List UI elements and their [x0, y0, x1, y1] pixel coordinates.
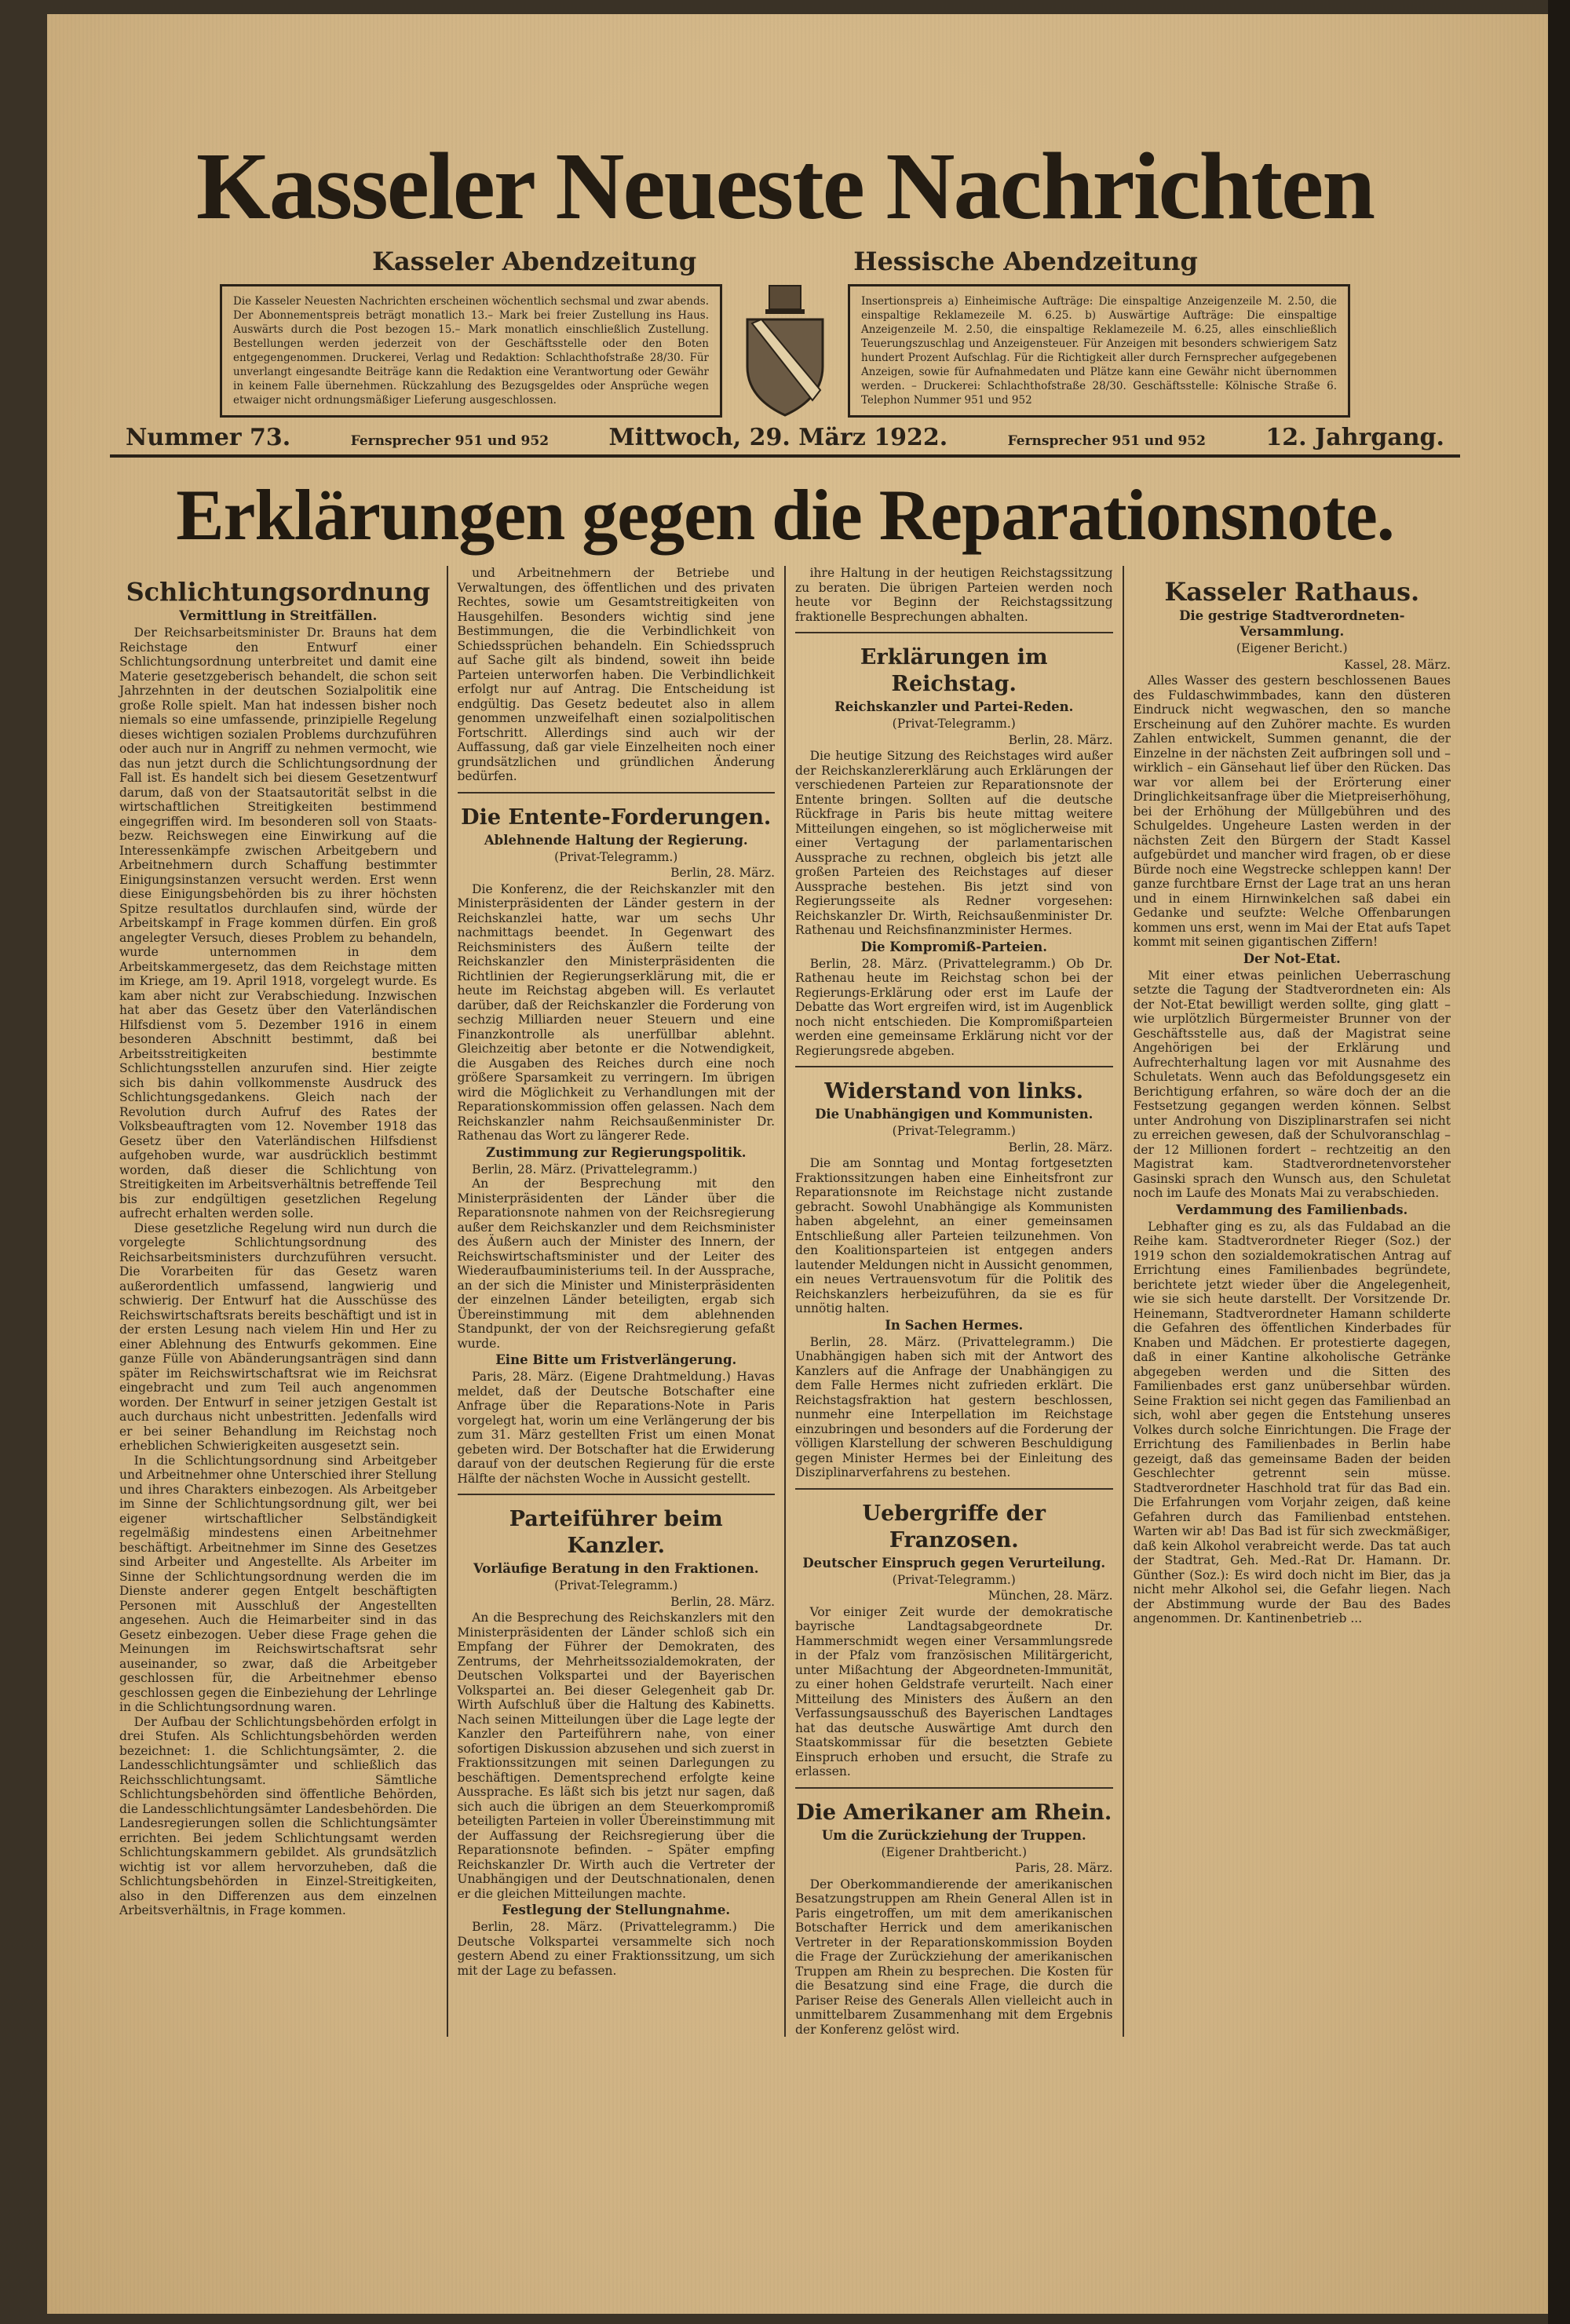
- section-title: Festlegung der Stellungnahme.: [502, 1903, 731, 1917]
- dateline: München, 28. März.: [988, 1589, 1113, 1603]
- advertising-rates-box: Insertionspreis a) Einheimische Aufträge: Die einspaltige Anzeigenzeile M. 2.50, die einspaltige Reklamezeile M. 6.25. b) Auswärtige Aufträge: Die einspaltige Anzeigenzeile M. 2.50, die einspaltige Reklamezeile M. 6.25, alles einschließlich Teuerungszuschlag und Anzeigensteuer. Für Anzeigen mit besonders schwierigem Satz hundert Prozent Aufschlag. Für die Richtigkeit aller durch Fernsprecher aufgegebenen Anzeigen, sowie für Aufnahmedaten und Plätze kann eine Gewähr nicht übernommen werden. – Druckerei: Schlachthofstraße 28/30. Geschäftsstelle: Kölnische Straße 6. Telephon Nummer 951 und 952: [848, 284, 1350, 418]
- issue-info-line: [110, 424, 1460, 458]
- article-subtitle: Deutscher Einspruch gegen Verurteilung.: [802, 1555, 1106, 1571]
- article-title: Die Amerikaner am Rhein.: [796, 1800, 1112, 1825]
- dateline: Berlin, 28. März.: [1008, 1140, 1113, 1155]
- source-note: (Privat-Telegramm.): [892, 1572, 1016, 1587]
- dateline: Berlin, 28. März.: [670, 1594, 775, 1609]
- section-title: Die Kompromiß-Parteien.: [860, 939, 1048, 954]
- section-title: Eine Bitte um Fristverlängerung.: [495, 1352, 737, 1367]
- paragraph: ihre Haltung in der heutigen Reichstagssitzung zu beraten. Die übrigen Parteien werden noch heute vor Beginn der Reichstagssitzung fraktionelle Besprechungen abhalten.: [795, 566, 1113, 624]
- article-title: Uebergriffe der Franzosen.: [862, 1501, 1046, 1552]
- issue-number: Nummer 73.: [126, 424, 291, 451]
- paragraph: An die Besprechung des Reichskanzlers mit den Ministerpräsidenten der Länder schloß sich ein Empfang der Führer der Demokraten, des Zentrums, der Mehrheitssozialdemokraten, der Deutschen Volkspartei und der Bayerischen Volkspartei an. Bei dieser Gelegenheit gab Dr. Wirth Aufschluß über die Haltung des Kabinetts. Nach seinen Mitteilungen über die Lage legte der Kanzler den Parteiführern nahe, von einer sofortigen Diskussion abzusehen und sich zuerst in Fraktionssitzungen mit seinen Darlegungen zu beschäftigen. Dementsprechend erfolgte keine Aussprache. Es läßt sich bis jetzt nur sagen, daß sich auch die übrigen an dem Steuerkompromiß beteiligten Parteien in voller Übereinstimmung mit der Auffassung der Reichsregierung über die Reparationsnote befinden. – Später empfing Reichskanzler Dr. Wirth auch die Vertreter der Unabhängigen und der Deutschnationalen, denen er die gleichen Mitteilungen machte.: [457, 1611, 775, 1901]
- paragraph: Der Oberkommandierende der amerikanischen Besatzungstruppen am Rhein General Allen ist in Paris eingetroffen, um mit dem amerikanischen Botschafter Herrick und dem amerikanischen Vertreter in der Reparationskommission Boyden die Frage der Zurückziehung der amerikanischen Truppen am Rhein zu besprechen. Die Kosten für die Besatzung sind eine Frage, die durch die Pariser Reise des Generals Allen vielleicht auch in unmittelbarem Zusammenhang mit dem Ergebnis der Konferenz gelöst wird.: [795, 1877, 1113, 2037]
- article-title: Widerstand von links.: [824, 1079, 1084, 1104]
- paragraph: Mit einer etwas peinlichen Ueberraschung setzte die Tagung der Stadtverordneten ein: Als der Not-Etat bewilligt werden sollte, ging glatt – wie urplötzlich Bürgermeister Brunner von der Geschäftsstelle aus, daß der Magistrat seine Angehörigen bei der Erklärung und Aufrechterhaltung lagen vor mit Ausnahme des Schuletats. Wenn auch das Befoldungsgesetz ein Berichtigung erfahren, so wäre doch der an die Festsetzung gegangen werden können. Selbst unter Androhung von Disziplinarstrafen sei nicht zu erreichen gewesen, daß der Schulvoranschlag – der 12 Millionen fordert – rechtzeitig an den Magistrat kam. Stadtverordnetenvorsteher Gasinski sprach den Wunsch aus, den Schuletat noch im Laufe des Monats Mai zu verabschieden.: [1133, 968, 1451, 1200]
- phone-right: Fernsprecher 951 und 952: [1007, 433, 1206, 449]
- paragraph: Der Aufbau der Schlichtungsbehörden erfolgt in drei Stufen. Als Schlichtungsbehörden werden bezeichnet: 1. die Schlichtungsämter, 2. die Landesschlichtungsämter und schließlich das Reichsschlichtungsamt. Sämtliche Schlichtungsbehörden sind öffentliche Behörden, die Landesschlichtungsämter Landesbehörden. Die Landesregierungen sollen die Schlichtungsämter errichten. Bei jedem Schlichtungsamt werden Schlichtungskammern gebildet. Als grundsätzlich wichtig ist vor allem hervorzuheben, daß die Schlichtungsbehörden in Einzel-Streitigkeiten, also in den Differenzen aus dem einzelnen Arbeitsverhältnis, in Frage kommen.: [119, 1714, 437, 1917]
- source-note: (Privat-Telegramm.): [554, 1578, 678, 1593]
- source-note: (Eigener Drahtbericht.): [881, 1844, 1028, 1859]
- masthead: [110, 132, 1460, 242]
- main-headline: Erklärungen gegen die Reparationsnote.: [176, 475, 1394, 555]
- dateline: Kassel, 28. März.: [1344, 657, 1451, 672]
- column-1: [110, 566, 447, 2037]
- article-subtitle: Reichskanzler und Partei-Reden.: [834, 699, 1074, 714]
- paragraph: Der Reichsarbeitsminister Dr. Brauns hat dem Reichstage den Entwurf einer Schlichtungsordnung unterbreitet und damit eine Materie gesetzgeberisch behandelt, die schon seit Jahrzehnten in der deutschen Sozialpolitik eine große Rolle spielt. Man hat indessen bisher noch niemals so eine umfassende, prinzipielle Regelung dieses wichtigen sozialen Problems durchzuführen oder auch nur in Angriff zu nehmen vermocht, wie das nun jetzt durch die Schlichtungsordnung der Fall ist. Es handelt sich bei diesem Gesetzentwurf darum, daß von der Staatsautorität selbst in die wirtschaftlichen Streitigkeiten bestimmend eingegriffen wird. Im besonderen soll von Staats- bezw. Reichswegen eine Einwirkung auf die Interessenkämpfe zwischen Arbeitgebern und Arbeitnehmern durch Schaffung bestimmter Einigungsinstanzen versucht werden. Erst wenn diese Einigungsbehörden bis zu ihrer höchsten Spitze resultatlos durchlaufen sind, würde der Arbeitskampf in Frage kommen dürfen. Ein groß angelegter Versuch, dieses Problem zu behandeln, wurde unternommen in dem Arbeitskammergesetz, das dem Reichstage mitten im Kriege, am 19. April 1918, vorgelegt wurde. Es kam aber nicht zur Verabschiedung. Inzwischen hat aber das Gesetz über den Vaterländischen Hilfsdienst vom 5. Dezember 1916 in einem besonderen Abschnitt bestimmt, daß bei Arbeitsstreitigkeiten bestimmte Schlichtungsstellen anzurufen sind. Hier zeigte sich bis dahin vollkommenste Ausdruck des Schlichtungsgedankens. Gleich nach der Revolution durch Aufruf des Rates der Volksbeauftragten vom 12. November 1918 das Gesetz über den Vaterländischen Hilfsdienst aufgehoben wurde, war ausdrücklich bestimmt worden, daß dieser die Schlichtung von Streitigkeiten im Arbeitsverhältnis betreffende Teil bis zur endgültigen gesetzlichen Regelung aufrecht erhalten werden solle.: [119, 626, 437, 1220]
- section-title: Verdammung des Familienbads.: [1176, 1202, 1408, 1217]
- subtitle-right: Hessische Abendzeitung: [853, 246, 1198, 276]
- paragraph: Alles Wasser des gestern beschlossenen Baues des Fuldaschwimmbades, kann den düsteren Eindruck nicht wegwaschen, den so manche Erscheinung auf den Zuhörer machte. Es wurden Zahlen entwickelt, Summen genannt, die der Einzelne in der nächsten Zeit aufbringen soll und – wirklich – ein Gänsehaut lief über den Rücken. Das war vor allem bei der Erörterung einer Dringlichkeitsanfrage über die Mietpreiserhöhung, bei der Erhöhung der Müllgebühren und des Schulgeldes. Ungeheure Lasten werden in der nächsten Zeit den Bürgern der Stadt Kassel aufgebürdet und mancher wird fragen, ob er diese Bürde noch eine Wegstrecke schleppen kann! Der ganze furchtbare Ernst der Lage trat an uns heran und in einem Hirnwinkelchen saß dabei ein Gedanke und seufzte: Welche Offenbarungen kommen uns erst, wenn im Mai der Etat aufs Tapet kommt mit seinen gigantischen Ziffern!: [1133, 673, 1451, 949]
- column-2: [447, 566, 785, 2037]
- subscription-info-box: Die Kasseler Neuesten Nachrichten erscheinen wöchentlich sechsmal und zwar abends. Der Abonnementspreis beträgt monatlich 13.– Mark bei freier Zustellung ins Haus. Auswärts durch die Post bezogen 15.– Mark monatlich einschließlich Zustellung. Bestellungen werden jederzeit von der Geschäftsstelle oder den Boten entgegengenommen. Druckerei, Verlag und Redaktion: Schlachthofstraße 28/30. Für unverlangt eingesandte Beiträge kann die Redaktion eine Verantwortung oder Gewähr in keinem Falle übernehmen. Rückzahlung des Bezugsgeldes oder Ansprüche wegen etwaiger nicht ordnungsmäßiger Lieferung ausgeschlossen.: [220, 284, 722, 418]
- masthead-info-row: [110, 284, 1460, 418]
- paragraph: Berlin, 28. März. (Privattelegramm.): [472, 1162, 698, 1177]
- issue-date: Mittwoch, 29. März 1922.: [608, 424, 948, 451]
- column-4: [1123, 566, 1461, 2037]
- column-3: [784, 566, 1123, 2037]
- paragraph: Berlin, 28. März. (Privattelegramm.) Ob Dr. Rathenau heute im Reichstag schon bei der Regierungs-Erklärung oder erst im Laufe der Debatte das Wort ergreifen wird, ist im Augenblick noch nicht entschieden. Die Kompromißparteien werden eine gemeinsame Erklärung nicht vor der Regierungsrede abgeben.: [795, 956, 1113, 1058]
- article-subtitle: Die Unabhängigen und Kommunisten.: [815, 1107, 1094, 1122]
- paragraph: Berlin, 28. März. (Privattelegramm.) Die Deutsche Volkspartei versammelte sich noch gestern Abend zu einer Fraktionssitzung, um sich mit der Lage zu befassen.: [457, 1920, 775, 1978]
- article-subtitle: Die gestrige Stadtverordneten-Versammlung.: [1179, 608, 1405, 639]
- article-subtitle: Ablehnende Haltung der Regierung.: [484, 832, 748, 848]
- dateline: Berlin, 28. März.: [670, 866, 775, 880]
- section-title: Der Not-Etat.: [1243, 950, 1341, 966]
- section-title: In Sachen Hermes.: [885, 1317, 1024, 1333]
- article-subtitle: Vorläufige Beratung in den Fraktionen.: [473, 1561, 759, 1576]
- coat-of-arms-icon: [738, 284, 832, 418]
- article-title: Erklärungen im Reichstag.: [860, 645, 1048, 696]
- paragraph: Lebhafter ging es zu, als das Fuldabad an die Reihe kam. Stadtverordneter Rieger (Soz.) der 1919 schon den sozialdemokratischen Antrag auf Errichtung eines Familienbades begründete, berichtete jetzt wieder über die Angelegenheit, wie sie sich heute darstellt. Der Vorsitzende Dr. Heinemann, Stadtverordneter Hamann schilderte die Gefahren des öffentlichen Kinderbades für Knaben und Mädchen. Er protestierte dagegen, daß in einer Kantine alkoholische Getränke abgegeben werden und die Sitten des Familienbades erst ganz unübersehbar würden. Seine Fraktion sei nicht gegen das Familienbad an sich, wohl aber gegen die Entstehung unseres Volkes durch solche Einrichtungen. Die Frage der Errichtung des Familienbades in Berlin habe gezeigt, daß das gemeinsame Baden der beiden Geschlechter getrennt sein müsse. Stadtverordneter Haschhold trat für das Bad ein. Die Erfahrungen vom Vorjahr zeigen, daß keine Gefahren durch das Familienbad entstehen. Warten wir ab! Das Bad ist für sich zweckmäßiger, daß kein Alkohol verabreicht werde. Das tat auch der Stadtrat, Geh. Med.-Rat Dr. Hamann. Dr. Günther (Soz.): Es wird doch nicht im Bier, das ja nicht mehr Alkohol sei, die Gefahr liegen. Nach der Abstimmung wurde der Bau des Bades angenommen. Dr. Kantinenbetrieb ...: [1133, 1219, 1451, 1625]
- article-subtitle: Vermittlung in Streitfällen.: [179, 608, 378, 623]
- article-title: Kasseler Rathaus.: [1164, 577, 1420, 607]
- article-title: Parteiführer beim Kanzler.: [509, 1507, 723, 1558]
- paragraph: Die Konferenz, die der Reichskanzler mit den Ministerpräsidenten der Länder gestern in der Reichskanzlei hatte, war um sechs Uhr nachmittags beendet. In Gegenwart des Reichsministers des Äußern teilte der Reichskanzler den Ministerpräsidenten die Richtlinien der Regierungserklärung mit, die er heute im Reichstag abgeben will. Es verlautet darüber, daß der Reichskanzler die Forderung von sechzig Milliarden neuer Steuern und eine Finanzkontrolle als unerfüllbar ablehnt. Gleichzeitig aber betonte er die Notwendigkeit, die Ausgaben des Reiches durch eine noch größere Sparsamkeit zu verringern. Im übrigen wird die Möglichkeit zu Verhandlungen mit der Reparationskommission offen gelassen. Nach dem Reichskanzler nahm Reichsaußenminister Dr. Rathenau das Wort zu längerer Rede.: [457, 881, 775, 1143]
- newspaper-page: [47, 14, 1548, 2314]
- volume: 12. Jahrgang.: [1265, 424, 1444, 451]
- dateline: Paris, 28. März.: [1015, 1861, 1113, 1875]
- article-subtitle: Um die Zurückziehung der Truppen.: [821, 1827, 1086, 1843]
- scan-edge: [1548, 0, 1570, 2324]
- section-title: Zustimmung zur Regierungspolitik.: [486, 1144, 747, 1160]
- article-title: Die Entente-Forderungen.: [461, 804, 772, 830]
- source-note: (Eigener Bericht.): [1236, 641, 1348, 655]
- newspaper-title: Kasseler Neueste Nachrichten: [195, 133, 1375, 239]
- source-note: (Privat-Telegramm.): [892, 1124, 1016, 1138]
- paragraph: In die Schlichtungsordnung sind Arbeitgeber und Arbeitnehmer ohne Unterschied ihrer Stellung und ihres Charakters einbezogen. Als Arbeitgeber im Sinne der Schlichtungsordnung gilt, wer bei eigener wirtschaftlicher Selbständigkeit regelmäßig mindestens einen Arbeitnehmer beschäftigt. Arbeitnehmer im Sinne des Gesetzes sind Arbeiter und Angestellte. Als Arbeiter im Sinne der Schlichtungsordnung werden die im Dienste anderer gegen Entgelt beschäftigten Personen mit Ausschluß der Angestellten angesehen. Auch die Heimarbeiter sind in das Gesetz einbezogen. Ueber diese Frage gehen die Meinungen im Reichswirtschaftsrat sehr auseinander, so zwar, daß die Arbeitgeber geschlossen für, die Arbeitnehmer ebenso geschlossen gegen die Einbeziehung der Lehrlinge in die Schlichtungsordnung waren.: [119, 1453, 437, 1714]
- source-note: (Privat-Telegramm.): [892, 717, 1016, 731]
- article-title: Schlichtungsordnung: [126, 577, 430, 607]
- source-note: (Privat-Telegramm.): [554, 849, 678, 864]
- paragraph: Paris, 28. März. (Eigene Drahtmeldung.) Havas meldet, daß der Deutsche Botschafter eine Anfrage über die Reparations-Note in Paris vorgelegt hat, worin um eine Verlängerung der bis zum 31. März gestellten Frist um einen Monat gebeten wird. Der Botschafter hat die Erwiderung darauf von der deutschen Regierung für die erste Hälfte der nächsten Woche in Aussicht gestellt.: [457, 1370, 775, 1486]
- paragraph: Die am Sonntag und Montag fortgesetzten Fraktionssitzungen haben eine Einheitsfront zur Reparationsnote im Reichstage nicht zustande gebracht. Sowohl Unabhängige als Kommunisten haben abgelehnt, an einer gemeinsamen Entschließung aller Parteien teilzunehmen. Von den Koalitionsparteien ist entgegen anders lautender Meldungen nicht in Aussicht genommen, ein neues Vertrauensvotum für die Politik des Reichskanzlers herbeizuführen, da sie es für unnötig halten.: [795, 1156, 1113, 1315]
- paragraph: Vor einiger Zeit wurde der demokratische bayrische Landtagsabgeordnete Dr. Hammerschmidt wegen einer Versammlungsrede in der Pfalz vom französischen Militärgericht, unter Mißachtung der Abgeordneten-Immunität, zu einer hohen Geldstrafe verurteilt. Nach einer Mitteilung des Ministers des Äußern an den Verfassungsausschuß des Bayerischen Landtages hat das deutsche Auswärtige Amt durch den Staatskommissar für die besetzten Gebiete Einspruch erhoben und ersucht, die Strafe zu erlassen.: [795, 1604, 1113, 1779]
- paragraph: Berlin, 28. März. (Privattelegramm.) Die Unabhängigen haben sich mit der Antwort des Kanzlers auf die Anfrage der Unabhängigen zu dem Falle Hermes nicht zufrieden erklärt. Die Reichstagsfraktion hat gestern beschlossen, nunmehr eine Interpellation im Reichstage einzubringen und besonders auf die Forderung der völligen Klarstellung der schweren Beschuldigung gegen Minister Hermes bei der Einleitung des Disziplinarverfahrens zu bestehen.: [795, 1334, 1113, 1479]
- subtitle-left: Kasseler Abendzeitung: [372, 246, 697, 276]
- paragraph: Die heutige Sitzung des Reichstages wird außer der Reichskanzlererklärung auch Erklärungen der verschiedenen Parteien zur Reparationsnote der Entente bringen. Sollten auf die deutsche Rückfrage in Paris bis heute mittag weitere Mitteilungen eingehen, so ist möglicherweise mit einer Vertagung der parlamentarischen Aussprache zu rechnen, obgleich bis jetzt alle großen Parteien des Reichstages auf dieser Aussprache bestehen. Bis jetzt sind von Regierungsseite als Redner vorgesehen: Reichskanzler Dr. Wirth, Reichsaußenminister Dr. Rathenau und Reichsfinanzminister Hermes.: [795, 749, 1113, 937]
- dateline: Berlin, 28. März.: [1008, 732, 1113, 747]
- paragraph: An der Besprechung mit den Ministerpräsidenten der Länder über die Reparationsnote nahmen von der Reichsregierung außer dem Reichskanzler und dem Reichsminister des Äußern auch der Minister des Innern, der Reichswirtschaftsminister und der Leiter des Wiederaufbauministeriums teil. In der Aussprache, an der sich die Minister und Ministerpräsidenten der einzelnen Länder beteiligten, ergab sich Übereinstimmung mit dem ablehnenden Standpunkt, der von der Reichsregierung gefaßt wurde.: [457, 1177, 775, 1351]
- paragraph: und Arbeitnehmern der Betriebe und Verwaltungen, des öffentlichen und des privaten Rechtes, sowie um Gesamtstreitigkeiten von Hausgehilfen. Besonders wichtig sind jene Bestimmungen, die die Verbindlichkeit von Schiedssprüchen behandeln. Ein Schiedsspruch auf Sache gilt als bindend, soweit ihn beide Parteien unterworfen haben. Die Verbindlichkeit erfolgt nur auf Antrag. Die Entscheidung ist endgültig. Das Gesetz bedeutet also in allem genommen unzweifelhaft einen sozialpolitischen Fortschritt. Allerdings sind auch wir der Auffassung, daß gar viele Einzelheiten noch einer grundsätzlichen und gründlichen Änderung bedürfen.: [457, 566, 775, 783]
- subtitle-row: [110, 246, 1460, 276]
- paragraph: Diese gesetzliche Regelung wird nun durch die vorgelegte Schlichtungsordnung des Reichsarbeitsministers durchzuführen versucht. Die Vorarbeiten für das Gesetz waren außerordentlich umfassend, langwierig und schwierig. Der Entwurf hat die Ausschüsse des Reichswirtschaftsrats bereits beschäftigt und ist in der ersten Lesung nach vielem Hin und Her zu einer Ablehnung des Entwurfs gekommen. Eine ganze Fülle von Abänderungsanträgen sind dann später im Reichswirtschaftsrat wie im Reichsrat eingebracht und zum Teil auch angenommen worden. Der Entwurf in seiner jetzigen Gestalt ist auch durchaus nicht unbestritten. Jedenfalls wird er bei seiner Behandlung im Reichstag noch erheblichen Schwierigkeiten ausgesetzt sein.: [119, 1220, 437, 1453]
- phone-left: Fernsprecher 951 und 952: [350, 433, 550, 449]
